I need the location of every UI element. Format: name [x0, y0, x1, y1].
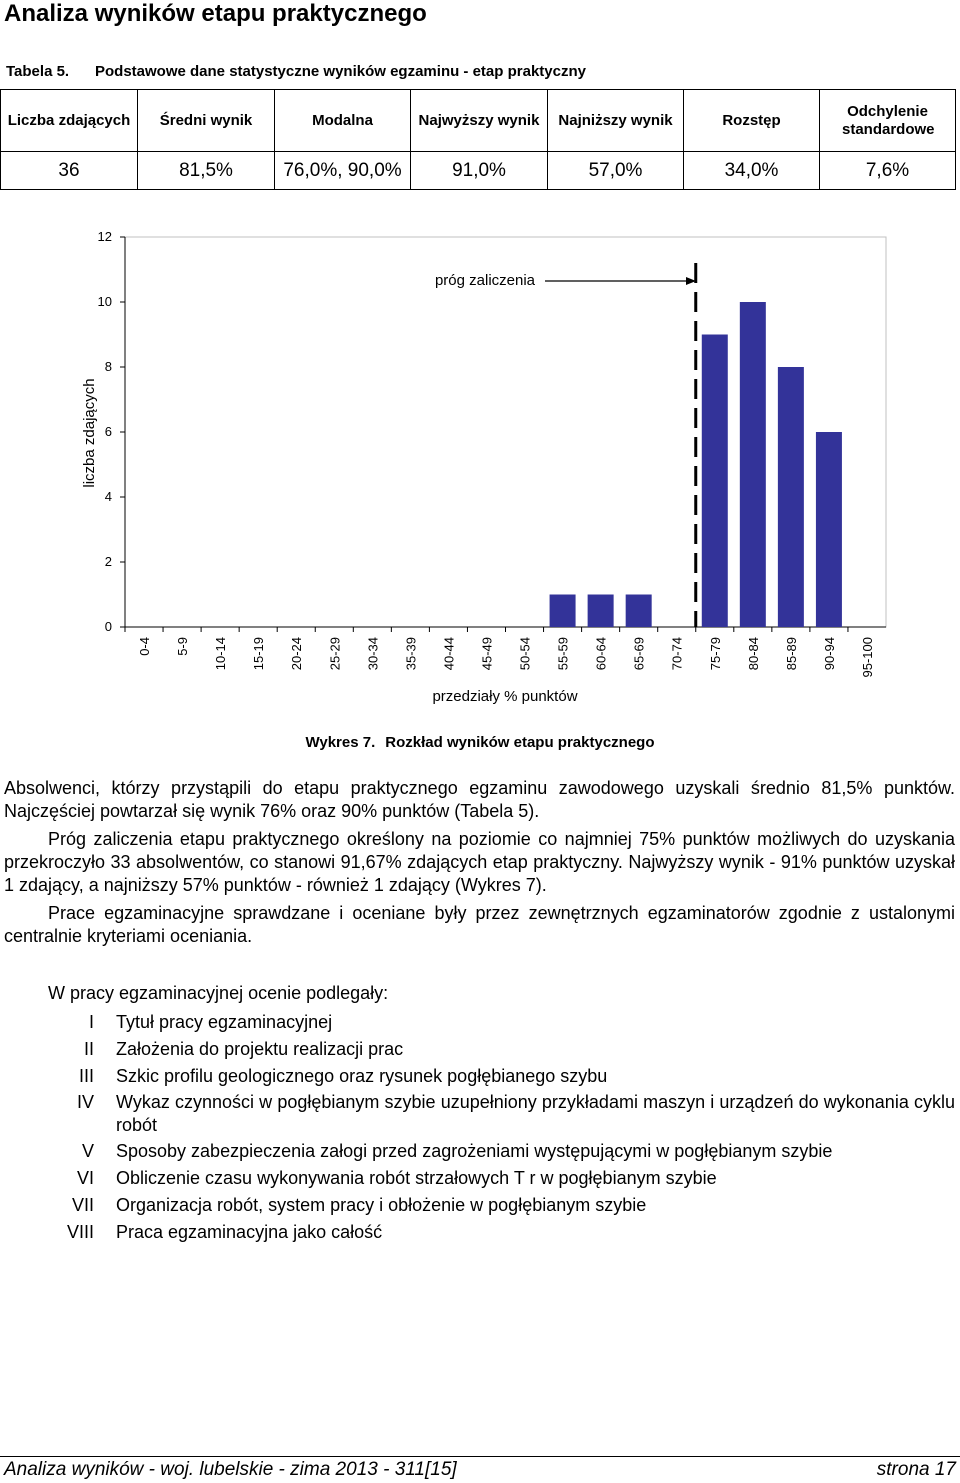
criteria-number: IV [76, 1092, 94, 1112]
bar [702, 335, 728, 628]
x-tick-label: 55-59 [555, 637, 571, 671]
table-header-cell: Liczba zdających [1, 90, 138, 152]
x-tick-label: 95-100 [859, 637, 875, 678]
x-tick-label: 50-54 [517, 637, 533, 671]
x-tick-label: 65-69 [631, 637, 647, 671]
paragraph-3 [4, 902, 955, 948]
figure-caption-text: Rozkład wyników etapu praktycznego [385, 734, 655, 751]
x-tick-label: 5-9 [175, 637, 191, 656]
footer-left: Analiza wyników - woj. lubelskie - zima 2013 - 311[15] [4, 1459, 457, 1480]
x-tick-label: 85-89 [783, 637, 799, 671]
table-cell: 76,0%, 90,0% [275, 152, 411, 190]
x-tick-label: 80-84 [745, 637, 761, 671]
x-tick-label: 75-79 [707, 637, 723, 671]
criteria-text: Tytuł pracy egzaminacyjnej [116, 1012, 333, 1032]
y-tick-label: 8 [104, 359, 112, 374]
figure-label: Wykres 7. [305, 734, 376, 751]
y-axis-label: liczba zdających [81, 378, 98, 488]
bar [626, 595, 652, 628]
page-title: Analiza wyników etapu praktycznego [4, 0, 427, 27]
criteria-text: Praca egzaminacyjna jako całość [116, 1222, 383, 1242]
table-header-cell: Rozstęp [684, 90, 820, 152]
stats-table [0, 89, 956, 190]
table-cell: 57,0% [548, 152, 684, 190]
x-tick-label: 60-64 [593, 637, 609, 671]
table-header-row [1, 90, 956, 152]
table-header-cell: Najniższy wynik [548, 90, 684, 152]
paragraph-text: Próg zaliczenia etapu praktycznego określony na poziomie co najmniej 75% punktów możliwych do uzyskania przekroczyło 33 absolwentów, co stanowi 91,67% zdających etap praktyczny. Najwyższy wynik - 91% punktów uzyskał 1 zdający, a najniższy 57% punktów - również 1 zdający (Wykres 7). [4, 829, 955, 895]
table-caption [6, 63, 586, 80]
y-tick-label: 0 [104, 619, 112, 634]
paragraph-text: Absolwenci, którzy przystąpili do etapu praktycznego egzaminu zawodowego uzyskali średnio 81,5% punktów. Najczęściej powtarzał się wynik 76% oraz 90% punktów (Tabela 5). [4, 778, 955, 821]
criteria-number: III [78, 1066, 94, 1086]
criteria-text: Szkic profilu geologicznego oraz rysunek pogłębianego szybu [116, 1066, 608, 1086]
bar [550, 595, 576, 628]
paragraph-1 [4, 777, 955, 823]
paragraph-2 [4, 828, 955, 897]
criteria-number: II [83, 1039, 94, 1059]
x-axis-label: przedziały % punktów [432, 688, 578, 705]
table-header-cell: Średni wynik [138, 90, 275, 152]
footer-divider [0, 1456, 960, 1457]
criteria-number: VI [76, 1168, 94, 1188]
table-cell: 34,0% [684, 152, 820, 190]
footer-right: strona 17 [876, 1459, 956, 1480]
y-tick-label: 4 [104, 489, 112, 504]
criteria-text: Sposoby zabezpieczenia załogi przed zagrożeniami występującymi w pogłębianym szybie [116, 1141, 833, 1161]
x-tick-label: 90-94 [821, 637, 837, 671]
table-header-cell: Modalna [275, 90, 411, 152]
results-histogram [0, 215, 960, 715]
bar [816, 432, 842, 627]
x-tick-label: 30-34 [365, 637, 381, 671]
x-tick-label: 25-29 [327, 637, 343, 671]
table-cell: 7,6% [820, 152, 956, 190]
table-caption-text: Podstawowe dane statystyczne wyników egzaminu - etap praktyczny [95, 63, 586, 80]
y-tick-label: 12 [97, 229, 112, 244]
x-tick-label: 35-39 [403, 637, 419, 671]
x-tick-label: 0-4 [137, 637, 153, 656]
x-tick-label: 10-14 [213, 637, 229, 671]
criteria-intro: W pracy egzaminacyjnej ocenie podlegały: [48, 983, 389, 1003]
chart-x-ticks [125, 627, 875, 677]
y-tick-label: 2 [104, 554, 112, 569]
criteria-text: Organizacja robót, system pracy i obłożenie w pogłębianym szybie [116, 1195, 647, 1215]
criteria-number: V [81, 1141, 94, 1161]
table-header-cell: Najwyższy wynik [411, 90, 548, 152]
criteria-number: VIII [66, 1222, 94, 1242]
figure-caption [0, 734, 960, 751]
criteria-text: Obliczenie czasu wykonywania robót strzałowych T r w pogłębianym szybie [116, 1168, 717, 1188]
bar [740, 302, 766, 627]
bar [778, 367, 804, 627]
table-row [1, 152, 956, 190]
criteria-number: I [88, 1012, 94, 1032]
criteria-text: Wykaz czynności w pogłębianym szybie uzupełniony przykładami maszyn i urządzeń do wykonania cyklu robót [116, 1092, 955, 1135]
criteria-number: VII [71, 1195, 94, 1215]
threshold-annotation: próg zaliczenia [434, 272, 536, 289]
table-header-cell: Odchylenie standardowe [820, 90, 956, 152]
paragraph-text: Prace egzaminacyjne sprawdzane i oceniane były przez zewnętrznych egzaminatorów zgodnie z ustalonymi centralnie kryteriami oceniania. [4, 903, 955, 946]
y-tick-label: 10 [97, 294, 112, 309]
table-cell: 91,0% [411, 152, 548, 190]
table-cell: 81,5% [138, 152, 275, 190]
chart-y-ticks [98, 229, 125, 634]
criteria-text: Założenia do projektu realizacji prac [116, 1039, 404, 1059]
chart-axes [125, 237, 886, 627]
x-tick-label: 70-74 [669, 637, 685, 671]
x-tick-label: 40-44 [441, 637, 457, 671]
table-label: Tabela 5. [6, 63, 70, 80]
x-tick-label: 15-19 [251, 637, 267, 671]
x-tick-label: 45-49 [479, 637, 495, 671]
x-tick-label: 20-24 [289, 637, 305, 671]
table-cell: 36 [1, 152, 138, 190]
plot-area-border [125, 237, 886, 627]
bar [588, 595, 614, 628]
y-tick-label: 6 [104, 424, 112, 439]
